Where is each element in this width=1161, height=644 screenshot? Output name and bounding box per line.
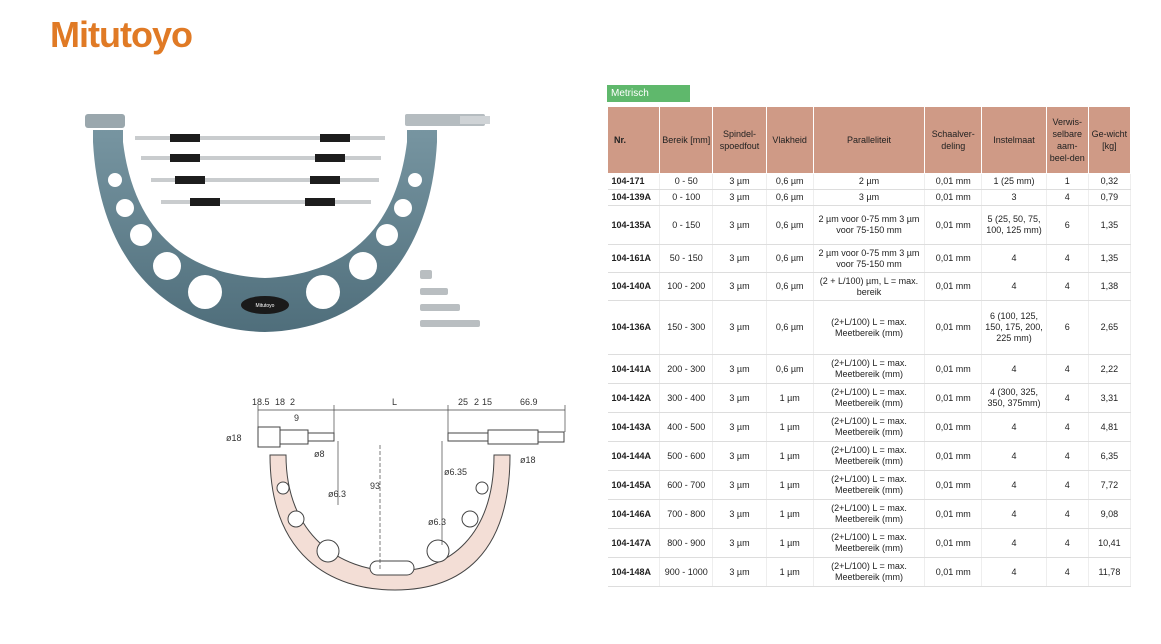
table-cell-gew: 4,81 bbox=[1088, 413, 1130, 442]
table-cell-vlak: 0,6 µm bbox=[766, 206, 813, 245]
table-row bbox=[608, 442, 1131, 471]
table-cell-schaal: 0,01 mm bbox=[925, 442, 982, 471]
table-cell-gew: 1,38 bbox=[1088, 273, 1130, 301]
table-row bbox=[608, 355, 1131, 384]
table-cell-aam: 6 bbox=[1046, 301, 1088, 355]
table-cell-par: (2+L/100) L = max. Meetbereik (mm) bbox=[813, 301, 924, 355]
table-cell-schaal: 0,01 mm bbox=[925, 273, 982, 301]
table-cell-spoed: 3 µm bbox=[713, 273, 766, 301]
table-cell-par: (2+L/100) L = max. Meetbereik (mm) bbox=[813, 471, 924, 500]
table-cell-instel: 4 bbox=[982, 500, 1046, 529]
table-row bbox=[608, 384, 1131, 413]
table-cell-aam: 4 bbox=[1046, 442, 1088, 471]
table-cell-instel: 4 bbox=[982, 245, 1046, 273]
table-cell-aam: 4 bbox=[1046, 413, 1088, 442]
table-cell-spoed: 3 µm bbox=[713, 355, 766, 384]
table-row bbox=[608, 245, 1131, 273]
table-cell-vlak: 0,6 µm bbox=[766, 245, 813, 273]
table-cell-aam: 4 bbox=[1046, 384, 1088, 413]
table-row bbox=[608, 413, 1131, 442]
table-cell-schaal: 0,01 mm bbox=[925, 471, 982, 500]
table-cell-gew: 1,35 bbox=[1088, 206, 1130, 245]
table-cell-instel: 4 bbox=[982, 442, 1046, 471]
table-cell-gew: 9,08 bbox=[1088, 500, 1130, 529]
side-dim-5: ø6.35 bbox=[444, 467, 468, 477]
table-cell-spoed: 3 µm bbox=[713, 190, 766, 206]
dim-4: 9 bbox=[294, 413, 300, 423]
frame-label: Mitutoyo bbox=[255, 303, 275, 309]
table-cell-vlak: 1 µm bbox=[766, 384, 813, 413]
table-cell-bereik: 0 - 50 bbox=[660, 174, 713, 190]
table-row bbox=[608, 471, 1131, 500]
table-cell-bereik: 100 - 200 bbox=[660, 273, 713, 301]
table-cell-gew: 2,65 bbox=[1088, 301, 1130, 355]
dim-5: L bbox=[392, 397, 398, 407]
dim-3: 2 bbox=[290, 397, 296, 407]
section-tag: Metrisch bbox=[607, 85, 690, 102]
col-header: Verwis-selbare aam-beel-den bbox=[1046, 107, 1088, 174]
table-cell-vlak: 0,6 µm bbox=[766, 301, 813, 355]
table-cell-schaal: 0,01 mm bbox=[925, 245, 982, 273]
table-cell-vlak: 1 µm bbox=[766, 529, 813, 558]
table-cell-gew: 0,79 bbox=[1088, 190, 1130, 206]
table-cell-spoed: 3 µm bbox=[713, 384, 766, 413]
table-cell-nr: 104-145A bbox=[608, 471, 660, 500]
table-cell-instel: 1 (25 mm) bbox=[982, 174, 1046, 190]
dim-2: 18 bbox=[275, 397, 286, 407]
table-cell-schaal: 0,01 mm bbox=[925, 413, 982, 442]
table-cell-spoed: 3 µm bbox=[713, 442, 766, 471]
table-cell-schaal: 0,01 mm bbox=[925, 206, 982, 245]
table-cell-bereik: 500 - 600 bbox=[660, 442, 713, 471]
dim-1: 18.5 bbox=[252, 397, 270, 407]
col-header: Bereik [mm] bbox=[660, 107, 713, 174]
table-cell-aam: 4 bbox=[1046, 558, 1088, 587]
side-dim-2: ø8 bbox=[314, 449, 325, 459]
table-cell-gew: 11,78 bbox=[1088, 558, 1130, 587]
table-cell-nr: 104-144A bbox=[608, 442, 660, 471]
table-cell-schaal: 0,01 mm bbox=[925, 500, 982, 529]
col-header: Nr. bbox=[608, 107, 660, 174]
table-cell-instel: 6 (100, 125, 150, 175, 200, 225 mm) bbox=[982, 301, 1046, 355]
table-header-row bbox=[608, 107, 1131, 174]
product-photo bbox=[75, 100, 495, 350]
side-dim-7: ø18 bbox=[520, 455, 536, 465]
col-header: Paralleliteit bbox=[813, 107, 924, 174]
table-cell-vlak: 1 µm bbox=[766, 500, 813, 529]
table-cell-instel: 4 bbox=[982, 471, 1046, 500]
table-cell-spoed: 3 µm bbox=[713, 413, 766, 442]
spec-table bbox=[607, 106, 1131, 587]
table-row bbox=[608, 273, 1131, 301]
table-cell-aam: 4 bbox=[1046, 273, 1088, 301]
table-cell-aam: 4 bbox=[1046, 190, 1088, 206]
table-cell-nr: 104-139A bbox=[608, 190, 660, 206]
table-cell-instel: 4 bbox=[982, 413, 1046, 442]
table-cell-instel: 4 bbox=[982, 558, 1046, 587]
table-cell-spoed: 3 µm bbox=[713, 174, 766, 190]
table-cell-vlak: 1 µm bbox=[766, 471, 813, 500]
col-header: Instelmaat bbox=[982, 107, 1046, 174]
table-cell-par: (2 + L/100) µm, L = max. bereik bbox=[813, 273, 924, 301]
table-cell-vlak: 0,6 µm bbox=[766, 190, 813, 206]
table-cell-bereik: 0 - 100 bbox=[660, 190, 713, 206]
table-cell-bereik: 900 - 1000 bbox=[660, 558, 713, 587]
dim-7: 2 bbox=[474, 397, 480, 407]
side-dim-4: 93 bbox=[370, 481, 381, 491]
table-cell-vlak: 0,6 µm bbox=[766, 174, 813, 190]
table-row bbox=[608, 190, 1131, 206]
table-cell-spoed: 3 µm bbox=[713, 529, 766, 558]
table-cell-vlak: 0,6 µm bbox=[766, 355, 813, 384]
side-dim-3: ø6.3 bbox=[328, 489, 347, 499]
table-cell-instel: 5 (25, 50, 75, 100, 125 mm) bbox=[982, 206, 1046, 245]
table-cell-par: (2+L/100) L = max. Meetbereik (mm) bbox=[813, 558, 924, 587]
table-cell-par: 2 µm voor 0-75 mm 3 µm voor 75-150 mm bbox=[813, 245, 924, 273]
table-cell-aam: 4 bbox=[1046, 529, 1088, 558]
table-cell-vlak: 1 µm bbox=[766, 442, 813, 471]
table-cell-gew: 10,41 bbox=[1088, 529, 1130, 558]
dim-8: 15 bbox=[482, 397, 493, 407]
table-cell-par: (2+L/100) L = max. Meetbereik (mm) bbox=[813, 413, 924, 442]
table-cell-instel: 4 bbox=[982, 529, 1046, 558]
table-row bbox=[608, 558, 1131, 587]
table-cell-vlak: 0,6 µm bbox=[766, 273, 813, 301]
table-cell-bereik: 800 - 900 bbox=[660, 529, 713, 558]
table-cell-aam: 4 bbox=[1046, 245, 1088, 273]
table-cell-schaal: 0,01 mm bbox=[925, 190, 982, 206]
table-cell-schaal: 0,01 mm bbox=[925, 355, 982, 384]
table-cell-par: 2 µm voor 0-75 mm 3 µm voor 75-150 mm bbox=[813, 206, 924, 245]
table-cell-aam: 6 bbox=[1046, 206, 1088, 245]
table-cell-gew: 6,35 bbox=[1088, 442, 1130, 471]
table-cell-nr: 104-147A bbox=[608, 529, 660, 558]
table-cell-aam: 1 bbox=[1046, 174, 1088, 190]
col-header: Schaalver-deling bbox=[925, 107, 982, 174]
table-cell-spoed: 3 µm bbox=[713, 558, 766, 587]
table-cell-instel: 4 (300, 325, 350, 375mm) bbox=[982, 384, 1046, 413]
table-cell-bereik: 150 - 300 bbox=[660, 301, 713, 355]
table-cell-spoed: 3 µm bbox=[713, 500, 766, 529]
table-cell-nr: 104-161A bbox=[608, 245, 660, 273]
table-cell-par: (2+L/100) L = max. Meetbereik (mm) bbox=[813, 384, 924, 413]
table-cell-bereik: 600 - 700 bbox=[660, 471, 713, 500]
table-cell-schaal: 0,01 mm bbox=[925, 529, 982, 558]
table-cell-nr: 104-142A bbox=[608, 384, 660, 413]
dim-9: 66.9 bbox=[520, 397, 538, 407]
table-cell-schaal: 0,01 mm bbox=[925, 301, 982, 355]
table-cell-aam: 4 bbox=[1046, 355, 1088, 384]
col-header: Vlakheid bbox=[766, 107, 813, 174]
side-dim-1: ø18 bbox=[226, 433, 242, 443]
table-cell-schaal: 0,01 mm bbox=[925, 384, 982, 413]
table-cell-aam: 4 bbox=[1046, 471, 1088, 500]
table-cell-gew: 1,35 bbox=[1088, 245, 1130, 273]
table-row bbox=[608, 301, 1131, 355]
side-dim-6: ø6.3 bbox=[428, 517, 447, 527]
table-row bbox=[608, 206, 1131, 245]
table-cell-nr: 104-171 bbox=[608, 174, 660, 190]
table-cell-par: (2+L/100) L = max. Meetbereik (mm) bbox=[813, 442, 924, 471]
table-row bbox=[608, 500, 1131, 529]
table-cell-par: 3 µm bbox=[813, 190, 924, 206]
col-header: Ge-wicht [kg] bbox=[1088, 107, 1130, 174]
table-cell-instel: 3 bbox=[982, 190, 1046, 206]
table-cell-instel: 4 bbox=[982, 355, 1046, 384]
table-cell-spoed: 3 µm bbox=[713, 206, 766, 245]
table-cell-bereik: 0 - 150 bbox=[660, 206, 713, 245]
table-cell-bereik: 200 - 300 bbox=[660, 355, 713, 384]
table-row bbox=[608, 529, 1131, 558]
table-cell-gew: 3,31 bbox=[1088, 384, 1130, 413]
table-row bbox=[608, 174, 1131, 190]
dimension-drawing bbox=[220, 385, 585, 600]
table-cell-nr: 104-136A bbox=[608, 301, 660, 355]
table-cell-nr: 104-146A bbox=[608, 500, 660, 529]
table-cell-vlak: 1 µm bbox=[766, 413, 813, 442]
table-cell-aam: 4 bbox=[1046, 500, 1088, 529]
table-cell-gew: 2,22 bbox=[1088, 355, 1130, 384]
table-cell-bereik: 50 - 150 bbox=[660, 245, 713, 273]
table-cell-bereik: 300 - 400 bbox=[660, 384, 713, 413]
table-cell-bereik: 700 - 800 bbox=[660, 500, 713, 529]
table-cell-nr: 104-143A bbox=[608, 413, 660, 442]
table-cell-gew: 7,72 bbox=[1088, 471, 1130, 500]
table-cell-schaal: 0,01 mm bbox=[925, 174, 982, 190]
table-cell-gew: 0,32 bbox=[1088, 174, 1130, 190]
table-cell-par: (2+L/100) L = max. Meetbereik (mm) bbox=[813, 529, 924, 558]
table-cell-schaal: 0,01 mm bbox=[925, 558, 982, 587]
col-header: Spindel-spoedfout bbox=[713, 107, 766, 174]
table-cell-bereik: 400 - 500 bbox=[660, 413, 713, 442]
table-cell-par: (2+L/100) L = max. Meetbereik (mm) bbox=[813, 500, 924, 529]
table-cell-vlak: 1 µm bbox=[766, 558, 813, 587]
table-cell-instel: 4 bbox=[982, 273, 1046, 301]
table-cell-nr: 104-140A bbox=[608, 273, 660, 301]
table-cell-par: 2 µm bbox=[813, 174, 924, 190]
table-cell-par: (2+L/100) L = max. Meetbereik (mm) bbox=[813, 355, 924, 384]
table-cell-spoed: 3 µm bbox=[713, 245, 766, 273]
table-cell-nr: 104-148A bbox=[608, 558, 660, 587]
table-cell-nr: 104-141A bbox=[608, 355, 660, 384]
table-cell-spoed: 3 µm bbox=[713, 471, 766, 500]
table-cell-nr: 104-135A bbox=[608, 206, 660, 245]
brand-logo: Mitutoyo bbox=[50, 14, 192, 55]
table-cell-spoed: 3 µm bbox=[713, 301, 766, 355]
dim-6: 25 bbox=[458, 397, 469, 407]
